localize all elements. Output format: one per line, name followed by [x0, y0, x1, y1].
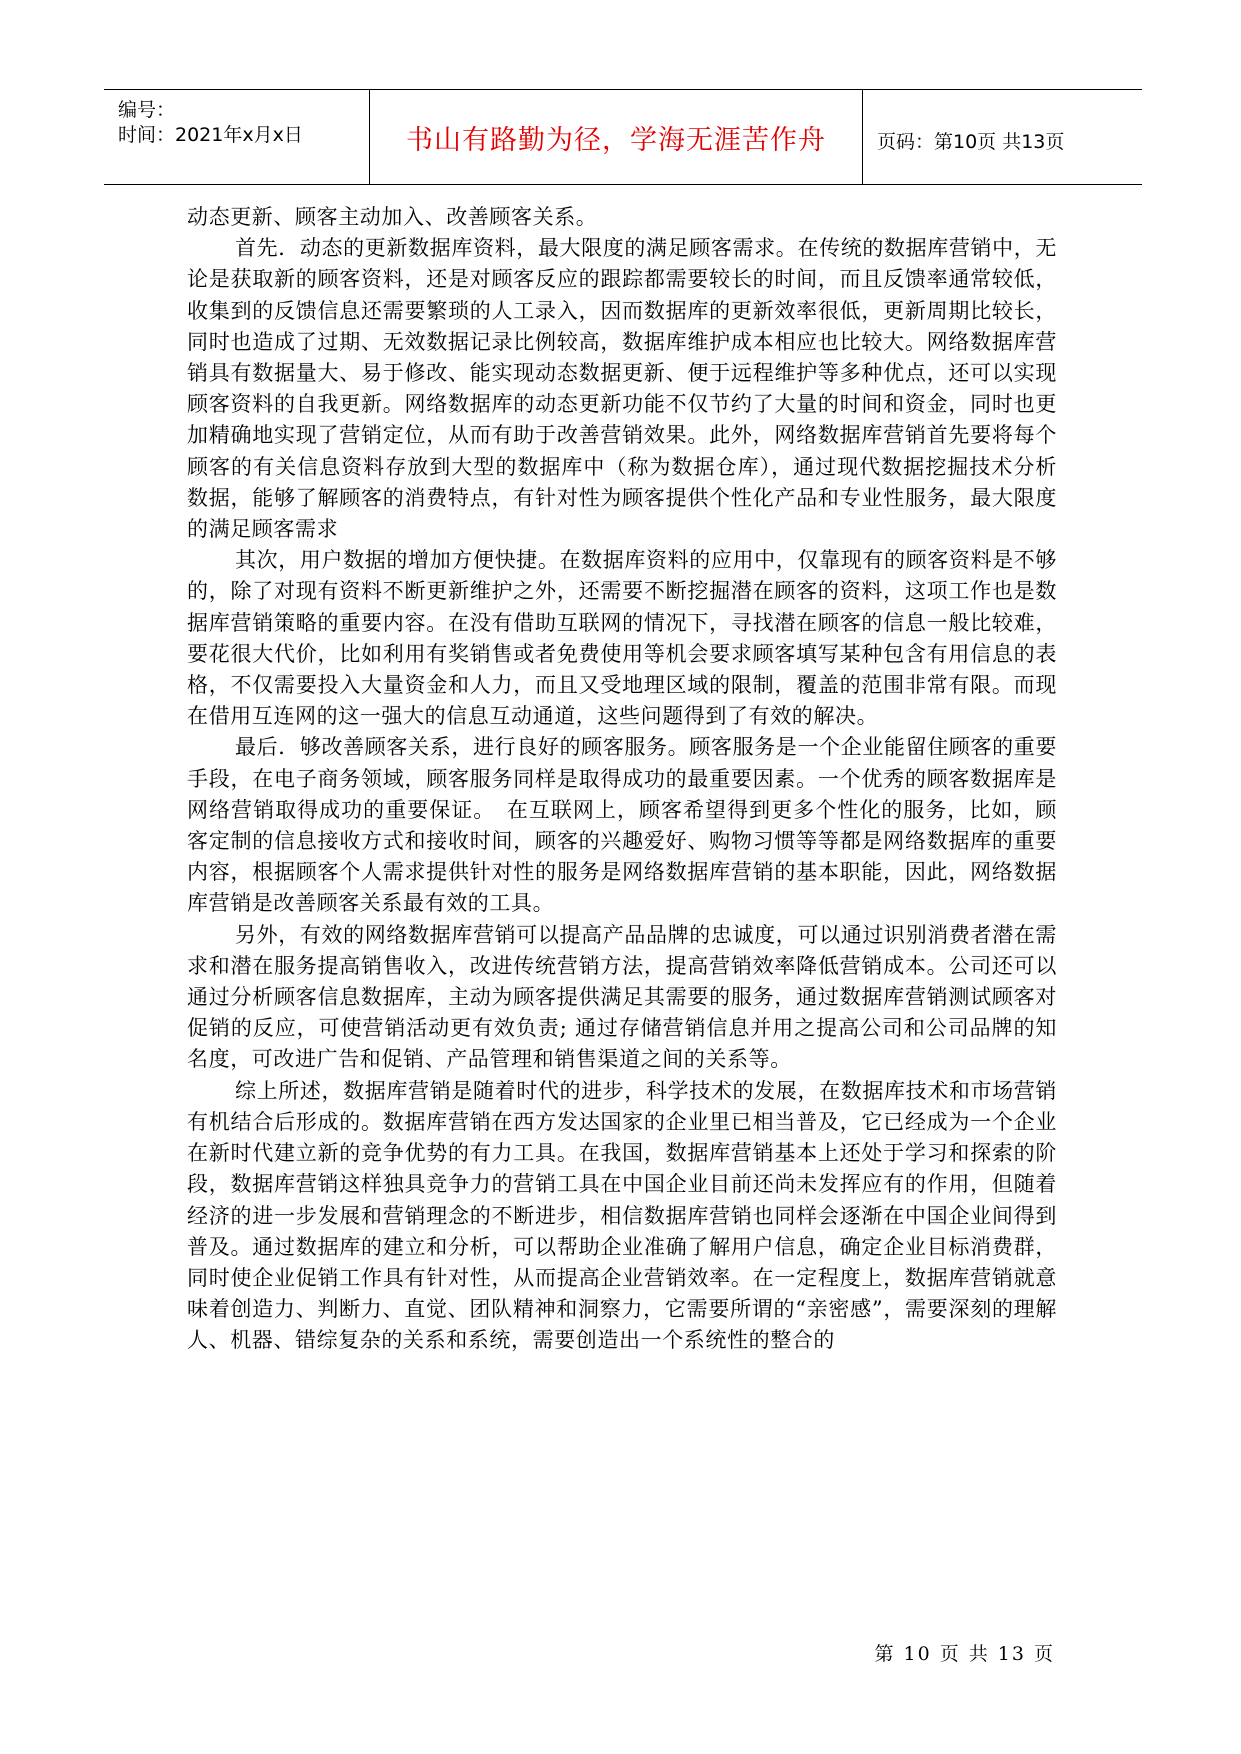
- header-info-cell: [104, 90, 370, 184]
- paragraph-continuation: 动态更新、顾客主动加入、改善顾客关系。: [187, 205, 598, 229]
- header-page-cell: [863, 90, 1142, 184]
- paragraph-second: 其次，用户数据的增加方便快捷。在数据库资料的应用中，仅靠现有的顾客资料是不够的，除了对现有资料不断更新维护之外，还需要不断挖掘潜在顾客的资料，这项工作也是数据库营销策略的重要内容。在没有借助互联网的情况下，寻找潜在顾客的信息一般比较难，要花很大代价，比如利用有奖销售或者免费使用等机会要求顾客填写某种包含有用信息的表格，不仅需要投入大量资金和人力，而且又受地理区域的限制，覆盖的范围非常有限。而现在借用互连网的这一强大的信息互动通道，这些问题得到了有效的解决。: [187, 548, 1057, 729]
- document-number-label: 编号：: [118, 99, 176, 121]
- page-footer-number: 第 10 页 共 13 页: [874, 1643, 1055, 1665]
- header-page-code: 页码：第10页 共13页: [877, 131, 1065, 153]
- paragraph-last: 最后．够改善顾客关系，进行良好的顾客服务。顾客服务是一个企业能留住顾客的重要手段，在电子商务领域，顾客服务同样是取得成功的最重要因素。一个优秀的顾客数据库是网络营销取得成功的重要保证。 在互联网上，顾客希望得到更多个性化的服务，比如，顾客定制的信息接收方式和接收时间，顾客的兴趣爱好、购物习惯等等都是网络数据库的重要内容，根据顾客个人需求提供针对性的服务是网络数据库营销的基本职能，因此，网络数据库营销是改善顾客关系最有效的工具。: [187, 735, 1057, 916]
- document-time-label: 时间：2021年x月x日: [118, 124, 303, 146]
- page-header: [104, 89, 1142, 185]
- paragraph-additionally: 另外，有效的网络数据库营销可以提高产品品牌的忠诚度，可以通过识别消费者潜在需求和潜在服务提高销售收入，改进传统营销方法，提高营销效率降低营销成本。公司还可以通过分析顾客信息数据库，主动为顾客提供满足其需要的服务，通过数据库营销测试顾客对促销的反应，可使营销活动更有效负责; 通过存储营销信息并用之提高公司和公司品牌的知名度，可改进广告和促销、产品管理和销售渠道之间的关系等。: [187, 922, 1057, 1072]
- paragraph-first: 首先．动态的更新数据库资料，最大限度的满足顾客需求。在传统的数据库营销中，无论是获取新的顾客资料，还是对顾客反应的跟踪都需要较长的时间，而且反馈率通常较低，收集到的反馈信息还需要繁琐的人工录入，因而数据库的更新效率很低，更新周期比较长，同时也造成了过期、无效数据记录比例较高，数据库维护成本相应也比较大。网络数据库营销具有数据量大、易于修改、能实现动态数据更新、便于远程维护等多种优点，还可以实现顾客资料的自我更新。网络数据库的动态更新功能不仅节约了大量的时间和资金，同时也更加精确地实现了营销定位，从而有助于改善营销效果。此外，网络数据库营销首先要将每个顾客的有关信息资料存放到大型的数据库中（称为数据仓库），通过现代数据挖掘技术分析数据，能够了解顾客的消费特点，有针对性为顾客提供个性化产品和专业性服务，最大限度的满足顾客需求: [187, 236, 1057, 542]
- document-body: [187, 202, 1057, 1357]
- paragraph-conclusion: 综上所述，数据库营销是随着时代的进步，科学技术的发展，在数据库技术和市场营销有机结合后形成的。数据库营销在西方发达国家的企业里已相当普及，它已经成为一个企业在新时代建立新的竞争优势的有力工具。在我国，数据库营销基本上还处于学习和探索的阶段，数据库营销这样独具竞争力的营销工具在中国企业目前还尚未发挥应有的作用，但随着经济的进一步发展和营销理念的不断进步，相信数据库营销也同样会逐渐在中国企业间得到普及。通过数据库的建立和分析，可以帮助企业准确了解用户信息，确定企业目标消费群，同时使企业促销工作具有针对性，从而提高企业营销效率。在一定程度上，数据库营销就意味着创造力、判断力、直觉、团队精神和洞察力，它需要所谓的“亲密感”，需要深刻的理解人、机器、错综复杂的关系和系统，需要创造出一个系统性的整合的: [187, 1078, 1057, 1353]
- header-motto: 书山有路勤为径，学海无涯苦作舟: [406, 125, 826, 156]
- header-motto-cell: [370, 90, 863, 184]
